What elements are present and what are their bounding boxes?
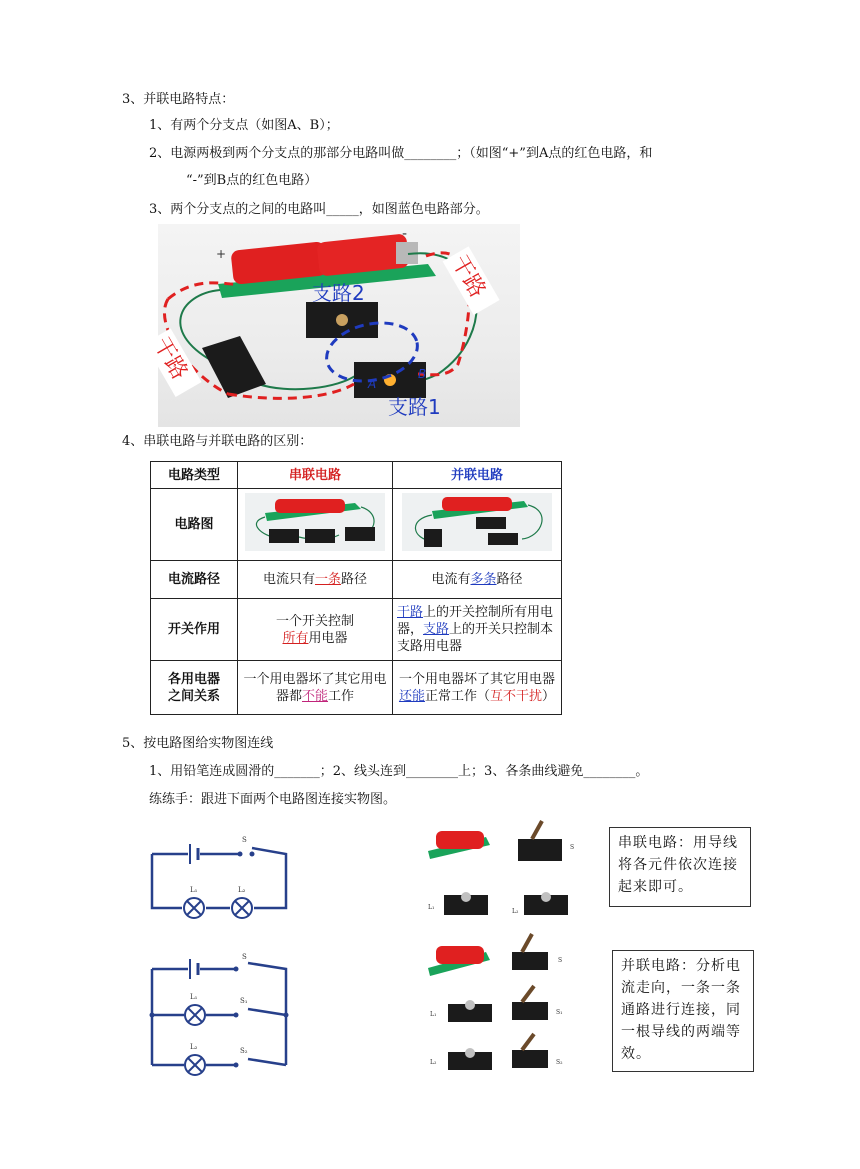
trunk-label-right: 干路: [446, 251, 490, 302]
series-path-cell: 电流只有一条路径: [238, 561, 393, 599]
series-photo: [245, 493, 385, 551]
parallel-circuit-illustration: [148, 224, 520, 427]
parallel-photo-cell: [393, 489, 562, 561]
section3-heading: 3、并联电路特点：: [122, 92, 235, 107]
series-note: 串联电路：用导线将各元件依次连接起来即可。: [609, 827, 751, 907]
parallel-relation-cell: 一个用电器坏了其它用电器还能正常工作（互不干扰）: [393, 661, 562, 715]
lamp-l1-label: L₁: [190, 993, 198, 1001]
series-switch-cell: 一个开关控制 所有用电器: [238, 599, 393, 661]
parallel-circuit-diagram: [148, 955, 294, 1075]
section5-practice: 练练手：跟进下面两个电路图连接实物图。: [149, 792, 397, 807]
switch-s1-label: S₁: [240, 997, 248, 1005]
switch-s-label: S: [242, 836, 247, 844]
section3-item3: 3、两个分支点的之间的电路叫_____，如图蓝色电路部分。: [149, 202, 489, 217]
point-a-label: A: [368, 377, 377, 391]
plus-label: +: [216, 247, 227, 261]
svg-text:S: S: [558, 957, 563, 964]
series-circuit-diagram: [148, 832, 294, 916]
svg-text:S: S: [570, 844, 575, 851]
svg-text:S₂: S₂: [556, 1059, 563, 1066]
switch-s-label: S: [242, 953, 247, 961]
parallel-photo: [402, 493, 552, 551]
header-type: 电路类型: [151, 462, 238, 489]
comparison-table: [150, 461, 562, 715]
lamp-l2-label: L₂: [190, 1043, 198, 1051]
section5-rule: 1、用铅笔连成圆滑的_______；2、线头连到________上；3、各条曲线避免________。: [149, 764, 649, 779]
svg-text:L₂: L₂: [430, 1059, 437, 1066]
row-relation-label: 各用电器 之间关系: [151, 661, 238, 715]
minus-label: -: [402, 226, 408, 242]
switch: [202, 336, 266, 398]
lamp-l2-label: L₂: [238, 886, 246, 894]
row-path-label: 电流路径: [151, 561, 238, 599]
parallel-note: 并联电路：分析电流走向，一条一条通路进行连接，同一根导线的两端等效。: [612, 950, 754, 1072]
svg-text:S₁: S₁: [556, 1009, 563, 1016]
section5-heading: 5、按电路图给实物图连线: [122, 736, 274, 751]
section3-item2-cont: “-”到B点的红色电路）: [186, 173, 318, 188]
svg-text:L₂: L₂: [512, 908, 519, 915]
row-switch-label: 开关作用: [151, 599, 238, 661]
svg-text:L₁: L₁: [428, 904, 435, 911]
trunk-label-left: 干路: [148, 333, 192, 384]
svg-text:L₁: L₁: [430, 1011, 437, 1018]
header-parallel: 并联电路: [393, 462, 562, 489]
series-photo-cell: [238, 489, 393, 561]
point-b-label: B: [418, 367, 427, 381]
parallel-switch-cell: 干路上的开关控制所有用电器，支路上的开关只控制本支路用电器: [393, 599, 562, 661]
series-relation-cell: 一个用电器坏了其它用电器都不能工作: [238, 661, 393, 715]
parallel-components: [422, 930, 592, 1072]
parallel-path-cell: 电流有多条路径: [393, 561, 562, 599]
parallel-circuit-photo: [148, 224, 520, 427]
section3-item2: 2、电源两极到两个分支点的那部分电路叫做________；（如图“+”到A点的红色电路，和: [149, 146, 653, 161]
lamp-l1-label: L₁: [190, 886, 198, 894]
branch1-label: 支路1: [388, 395, 441, 419]
branch2-label: 支路2: [312, 281, 365, 305]
series-components: [422, 815, 592, 925]
row-diagram-label: 电路图: [151, 489, 238, 561]
section3-item1: 1、有两个分支点（如图A、B）；: [149, 118, 339, 133]
section4-heading: 4、串联电路与并联电路的区别：: [122, 434, 313, 449]
switch-s2-label: S₂: [240, 1047, 248, 1055]
header-series: 串联电路: [238, 462, 393, 489]
